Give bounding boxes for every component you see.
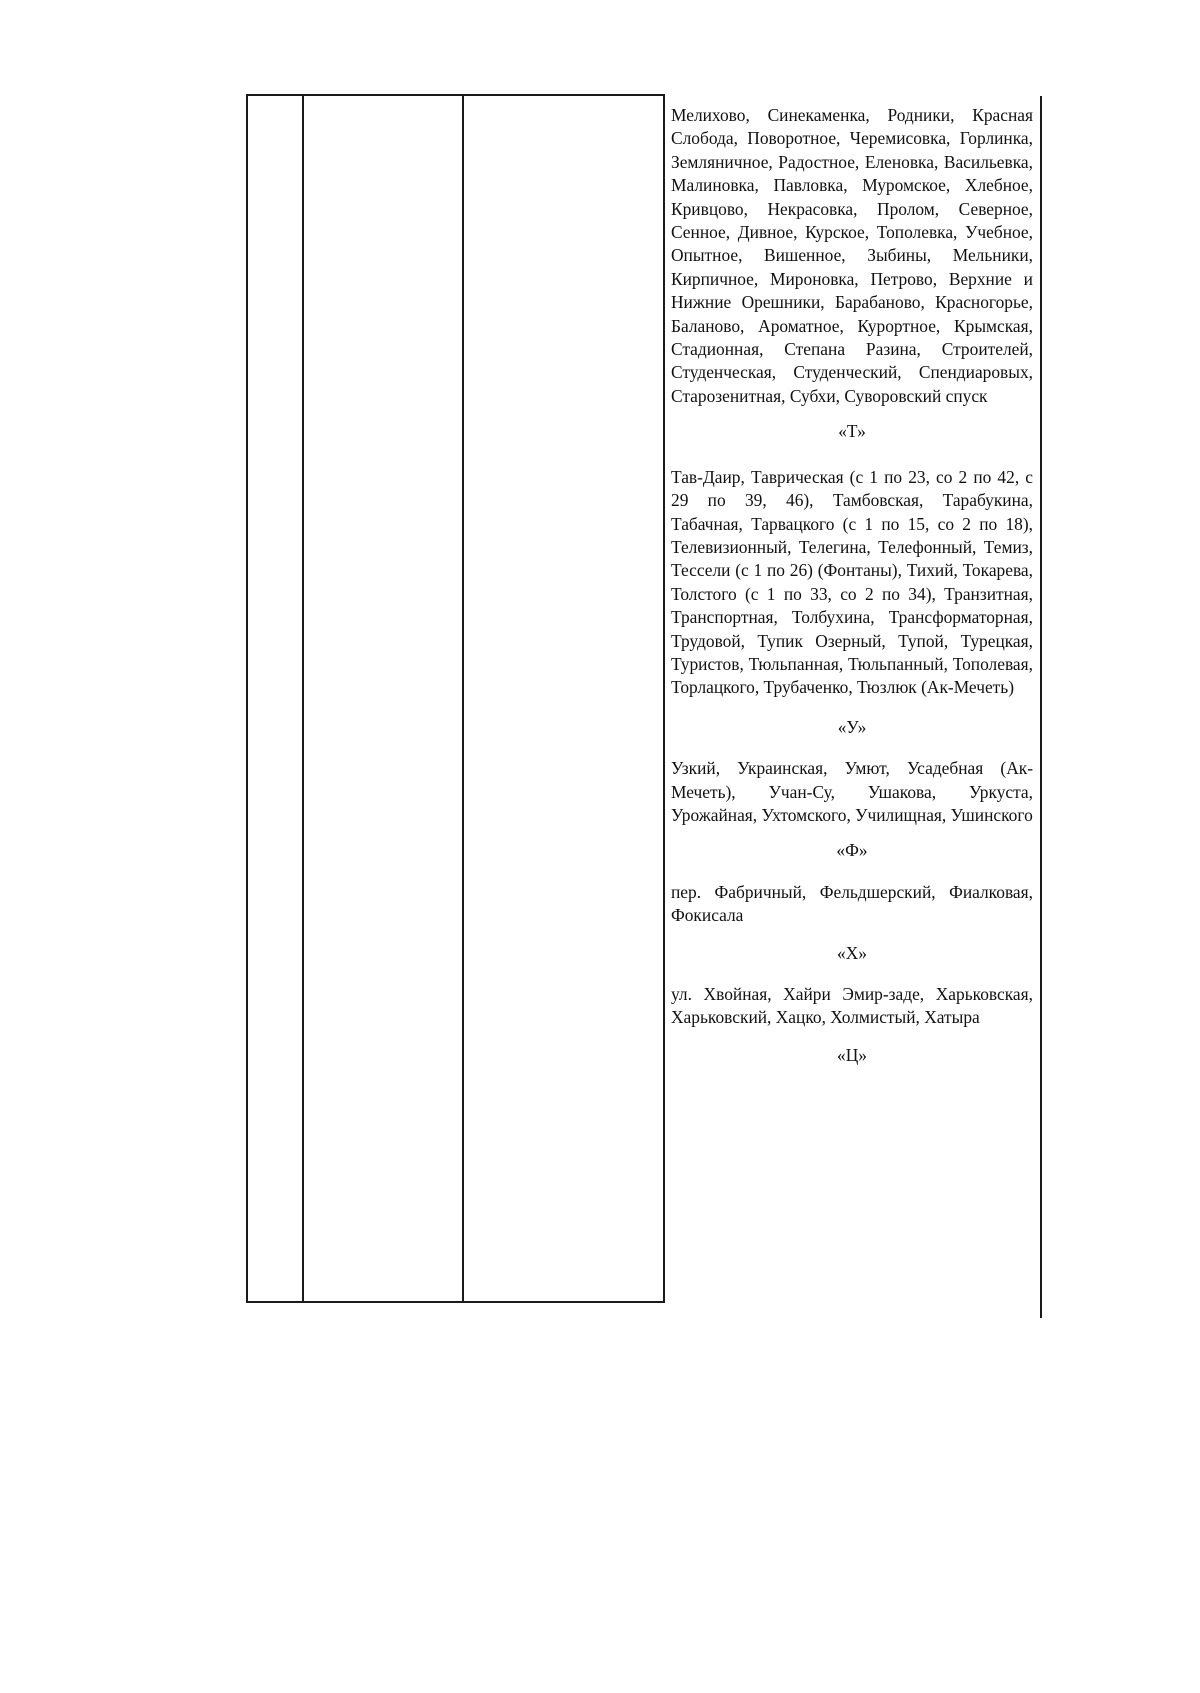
letter-heading-u: «У» [837, 716, 867, 737]
street-list-paragraph: ул. Хвойная, Хайри Эмир-заде, Харьковская, Харьковский, Хацко, Холмистый, Хатыра [671, 984, 1033, 1028]
street-list-paragraph: Узкий, Украинская, Умют, Усадебная (Ак-Мечеть), Учан-Су, Ушакова, Уркуста, Урожайная, Ухтомского, Училищная, Ушинского [671, 758, 1033, 825]
letter-heading-f: «Ф» [836, 840, 868, 861]
letter-heading-ts: «Ц» [837, 1044, 867, 1065]
street-list-paragraph: Мелихово, Синекаменка, Родники, Красная Слобода, Поворотное, Черемисовка, Горлинка, Земляничное, Радостное, Еленовка, Васильевка, Малиновка, Павловка, Муромское, Хлебное, Кривцово, Некрасовка, Пролом, Северное, Сенное, Дивное, Курское, Тополевка, Учебное, Опытное, Вишенное, Зыбины, Мельники, Кирпичное, Мироновка, Петрово, Верхние и Нижние Орешники, Барабаново, Красногорье, Баланово, Ароматное, Курортное, Крымская, Стадионная, Степана Разина, Строителей, Студенческая, Студенческий, Спендиаровых, Старозенитная, Субхи, Суворовский спуск [671, 105, 1033, 406]
street-list-paragraph: пер. Фабричный, Фельдшерский, Фиалковая, Фокисала [671, 881, 1033, 926]
right-table-border [1040, 96, 1042, 1318]
letter-heading-t: «Т» [838, 421, 866, 442]
street-list-column [671, 104, 1033, 1067]
letter-heading-kh: «Х» [837, 942, 867, 963]
table-empty-columns-frame [246, 94, 665, 1303]
column-divider-1 [302, 94, 304, 1303]
column-divider-2 [462, 94, 464, 1303]
street-list-paragraph: Тав-Даир, Таврическая (с 1 по 23, со 2 по 42, с 29 по 39, 46), Тамбовская, Тарабукина, Табачная, Тарвацкого (с 1 по 15, со 2 по 18), Телевизионный, Телегина, Телефонный, Темиз, Тессели (с 1 по 26) (Фонтаны), Тихий, Токарева, Толстого (с 1 по 33, со 2 по 34), Транзитная, Транспортная, Толбухина, Трансформаторная, Трудовой, Тупик Озерный, Тупой, Турецкая, Туристов, Тюльпанная, Тюльпанный, Тополевая, Торлацкого, Трубаченко, Тюзлюк (Ак-Мечеть) [671, 466, 1033, 698]
